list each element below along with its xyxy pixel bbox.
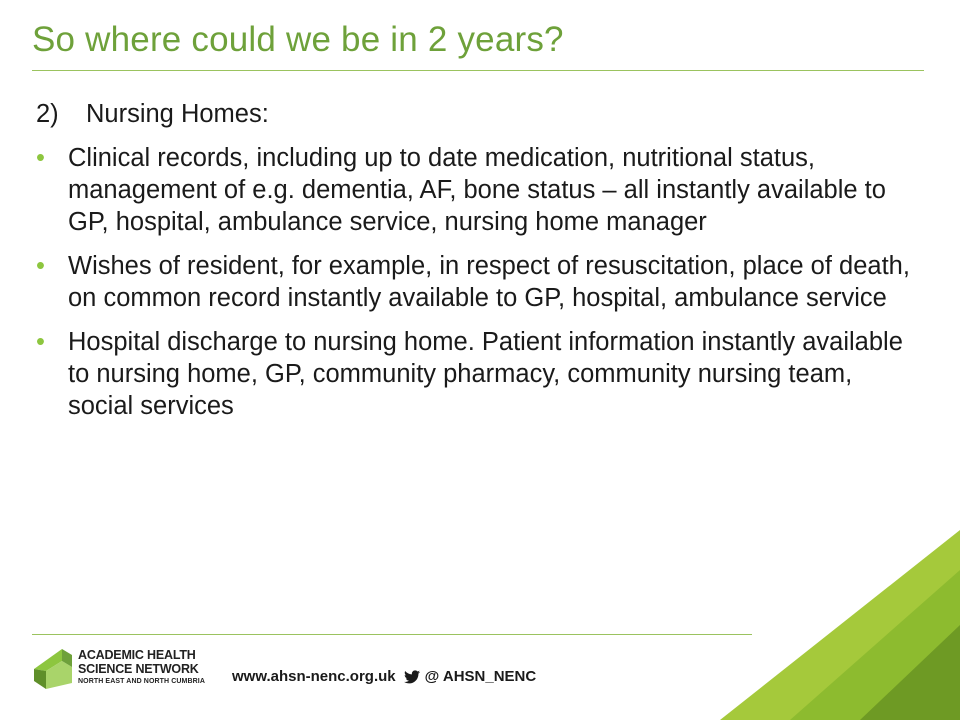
bullet-item — [36, 250, 936, 314]
footer-contact — [232, 668, 536, 685]
ahsn-logo — [32, 645, 212, 695]
website-link[interactable]: www.ahsn-nenc.org.uk — [232, 668, 396, 685]
ahsn-logo-text — [78, 648, 205, 687]
bullet-dot: • — [36, 144, 45, 172]
bullet-dot: • — [36, 252, 45, 280]
ahsn-logo-icon — [32, 645, 74, 691]
twitter-handle[interactable]: @ AHSN_NENC — [424, 668, 537, 685]
logo-line-2: SCIENCE NETWORK — [78, 662, 199, 676]
bullet-dot: • — [36, 328, 45, 356]
section-number: 2) — [36, 100, 59, 128]
bullet-text: Hospital discharge to nursing home. Patient information instantly available to nursing home, GP, community pharmacy, community nursing team, social services — [68, 328, 903, 420]
section-title: Nursing Homes: — [86, 100, 269, 128]
footer-divider — [32, 634, 752, 635]
twitter-icon — [404, 670, 420, 684]
slide-content — [36, 98, 936, 434]
corner-decoration — [720, 530, 960, 720]
bullet-item — [36, 142, 936, 238]
bullet-text: Clinical records, including up to date medication, nutritional status, management of e.g. dementia, AF, bone status – all instantly available to GP, hospital, ambulance service, nursing home manager — [68, 144, 886, 236]
bullet-item — [36, 326, 936, 422]
logo-line-3: NORTH EAST AND NORTH CUMBRIA — [78, 678, 205, 685]
bullet-text: Wishes of resident, for example, in respect of resuscitation, place of death, on common record instantly available to GP, hospital, ambulance service — [68, 252, 910, 312]
section-heading — [36, 98, 936, 130]
logo-line-1: ACADEMIC HEALTH — [78, 648, 196, 662]
slide-title: So where could we be in 2 years? — [32, 20, 564, 59]
title-divider — [32, 70, 924, 71]
